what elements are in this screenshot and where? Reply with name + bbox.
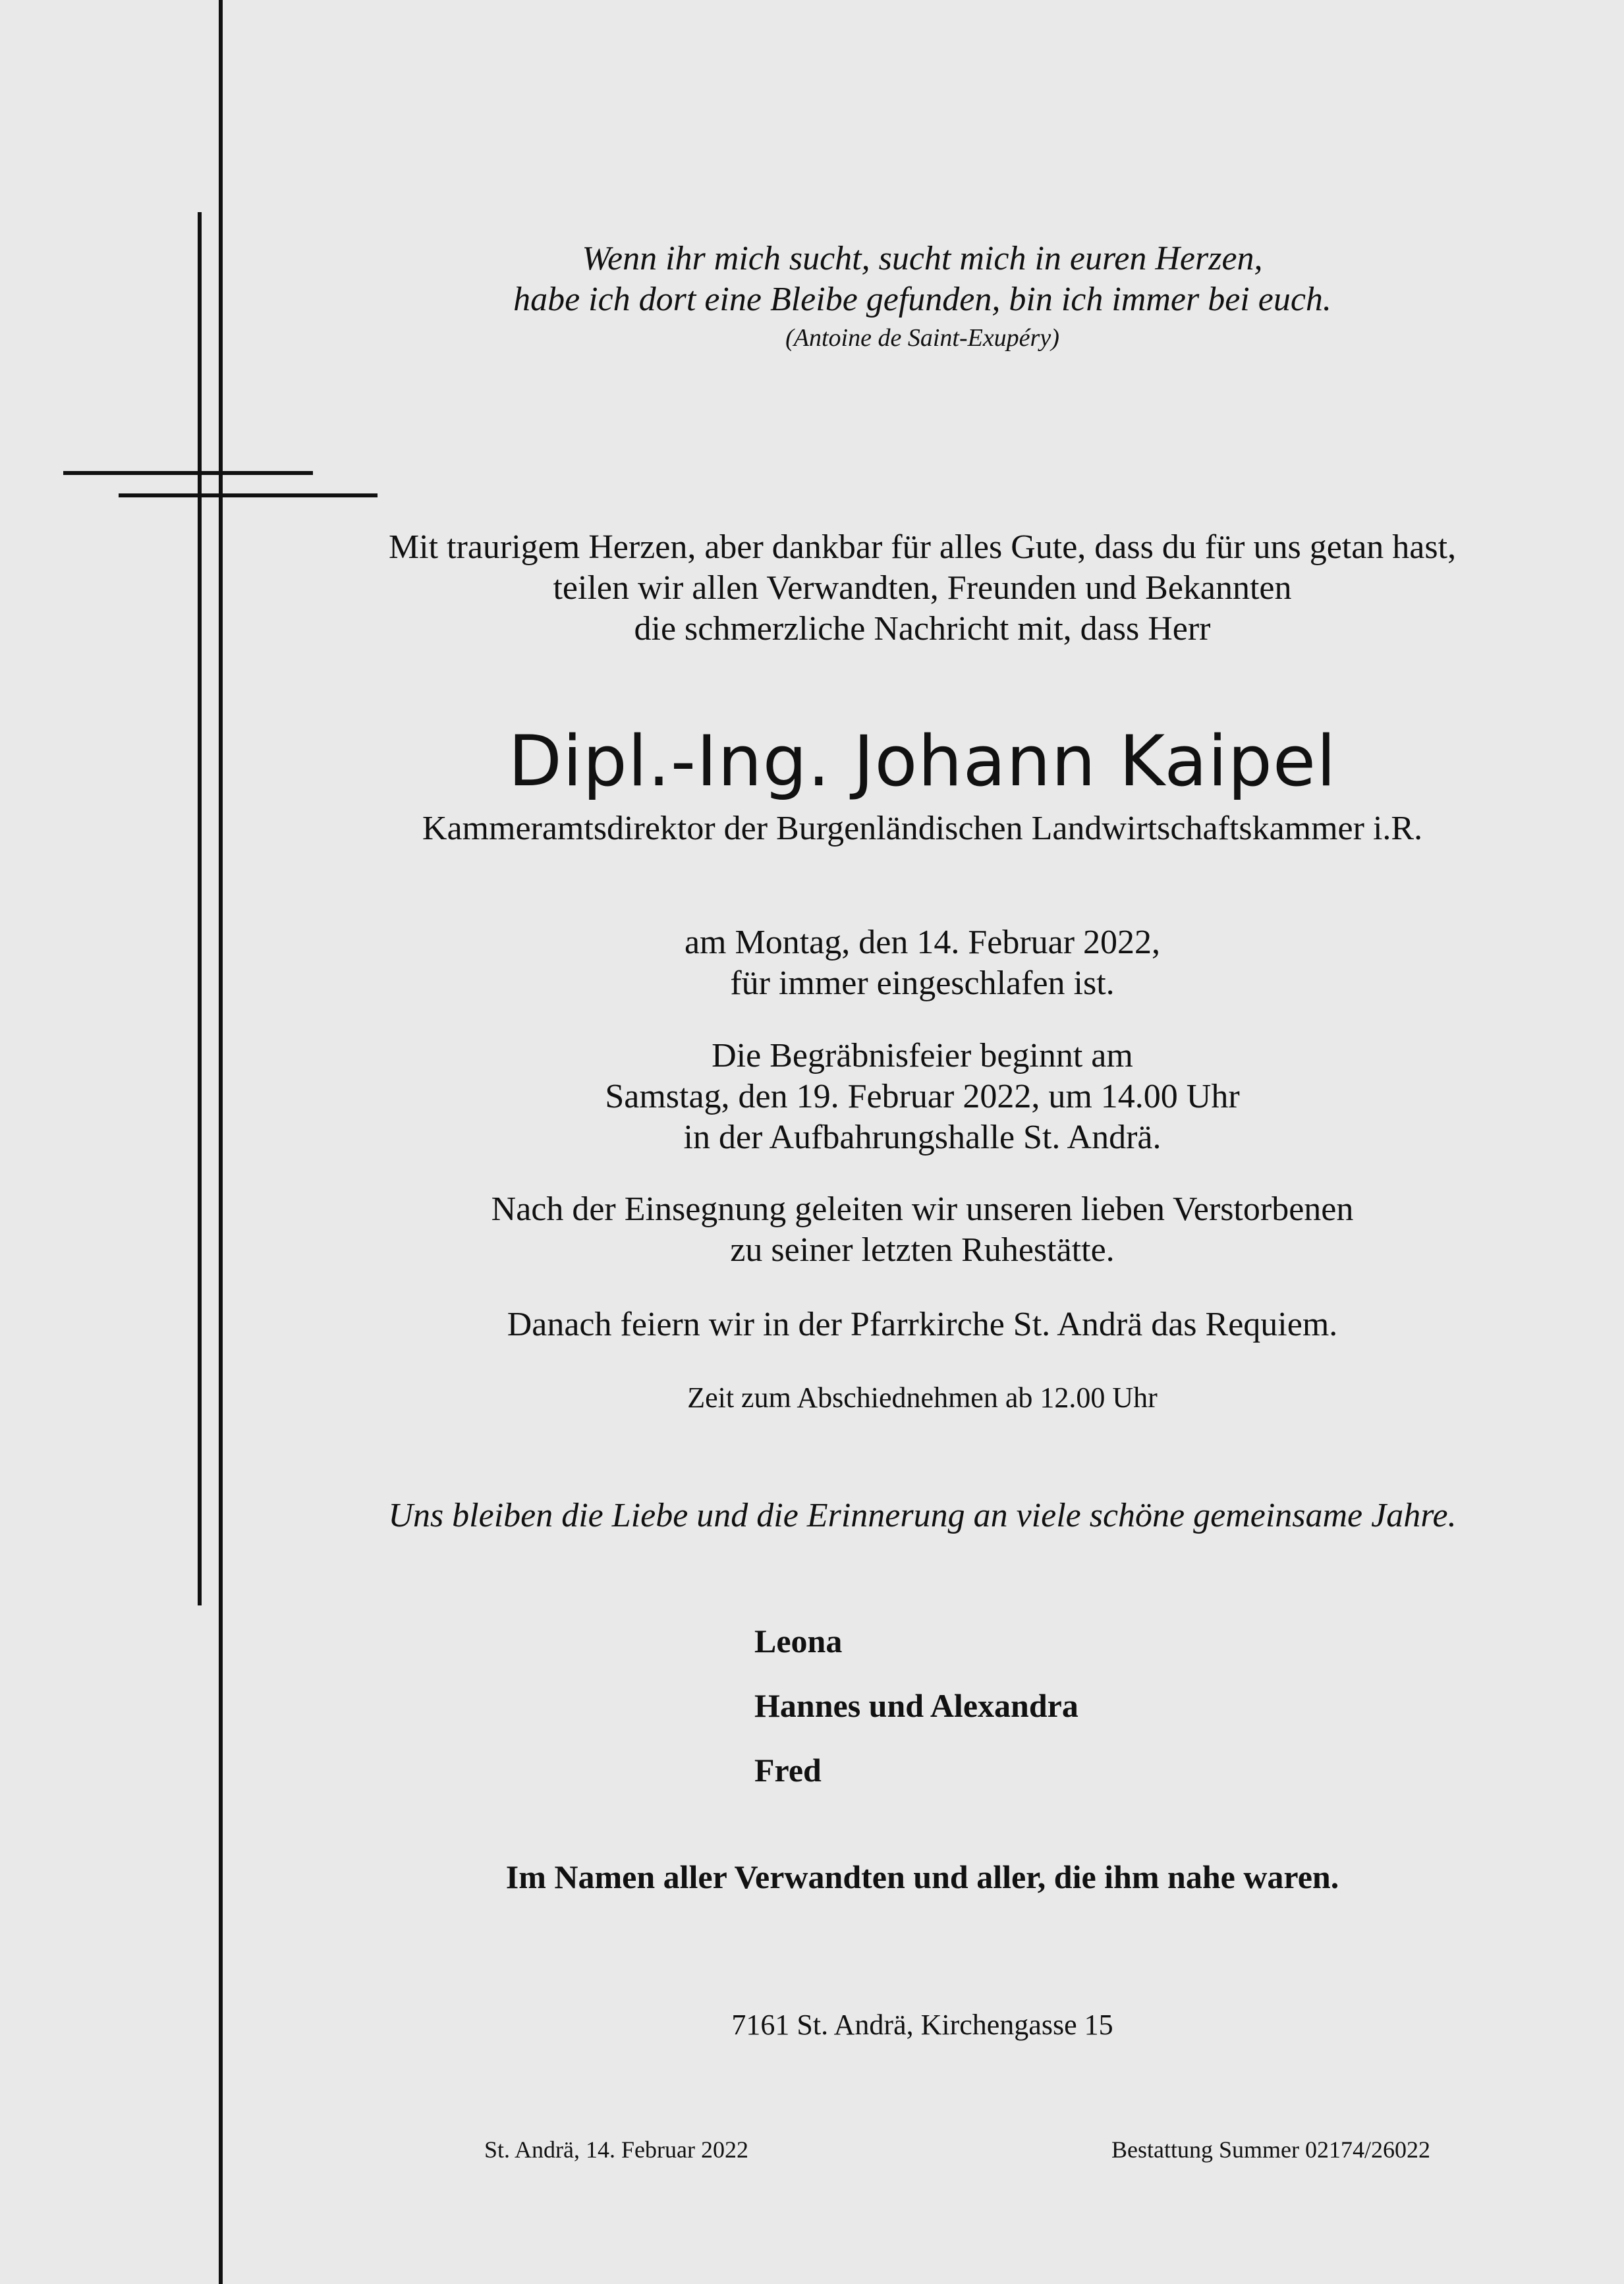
deceased-title: Kammeramtsdirektor der Burgenländischen Landwirtschaftskammer i.R. (422, 810, 1423, 847)
funeral-text (0, 1036, 1624, 1158)
death-text (0, 922, 1624, 1004)
quote-author: (Antoine de Saint-Exupéry) (785, 324, 1059, 352)
funeral-line-3: in der Aufbahrungshalle St. Andrä. (683, 1119, 1162, 1156)
mourner: Hannes und Alexandra (754, 1687, 1078, 1724)
intro-line-1: Mit traurigem Herzen, aber dankbar für alles Gute, dass du für uns getan hast, (388, 528, 1457, 566)
address: 7161 St. Andrä, Kirchengasse 15 (731, 2009, 1113, 2041)
cross-horizontal-lower (119, 493, 378, 497)
mourner: Fred (754, 1752, 822, 1789)
farewell-time: Zeit zum Abschiednehmen ab 12.00 Uhr (687, 1381, 1158, 1414)
deceased-name: Dipl.-Ing. Johann Kaipel (508, 721, 1337, 802)
cross-horizontal-upper (63, 471, 313, 475)
quote-line-1: Wenn ihr mich sucht, sucht mich in euren Herzen, (582, 240, 1263, 277)
death-line-1: am Montag, den 14. Februar 2022, (684, 924, 1161, 961)
footer-undertaker: Bestattung Summer 02174/26022 (1111, 2136, 1430, 2163)
closing-text: Im Namen aller Verwandten und aller, die ihm nahe waren. (505, 1858, 1339, 1895)
funeral-line-1: Die Begräbnisfeier beginnt am (712, 1037, 1133, 1074)
burial-line-2: zu seiner letzten Ruhestätte. (730, 1231, 1115, 1269)
quote (0, 238, 1624, 320)
intro-line-2: teilen wir allen Verwandten, Freunden und Bekannten (553, 569, 1292, 607)
burial-line-1: Nach der Einsegnung geleiten wir unseren lieben Verstorbenen (491, 1190, 1354, 1228)
intro-line-3: die schmerzliche Nachricht mit, dass Herr (634, 610, 1211, 648)
mourners-list (754, 1609, 1078, 1802)
quote-line-2: habe ich dort eine Bleibe gefunden, bin ich immer bei euch. (513, 281, 1331, 318)
funeral-line-2: Samstag, den 19. Februar 2022, um 14.00 Uhr (605, 1078, 1240, 1115)
memory-text: Uns bleiben die Liebe und die Erinnerung an viele schöne gemeinsame Jahre. (388, 1497, 1457, 1534)
footer-place-date: St. Andrä, 14. Februar 2022 (484, 2136, 748, 2163)
death-line-2: für immer eingeschlafen ist. (730, 964, 1115, 1002)
mourner: Leona (754, 1623, 843, 1659)
burial-text (0, 1189, 1624, 1271)
requiem-text: Danach feiern wir in der Pfarrkirche St. Andrä das Requiem. (507, 1306, 1338, 1343)
intro-text (0, 527, 1624, 650)
